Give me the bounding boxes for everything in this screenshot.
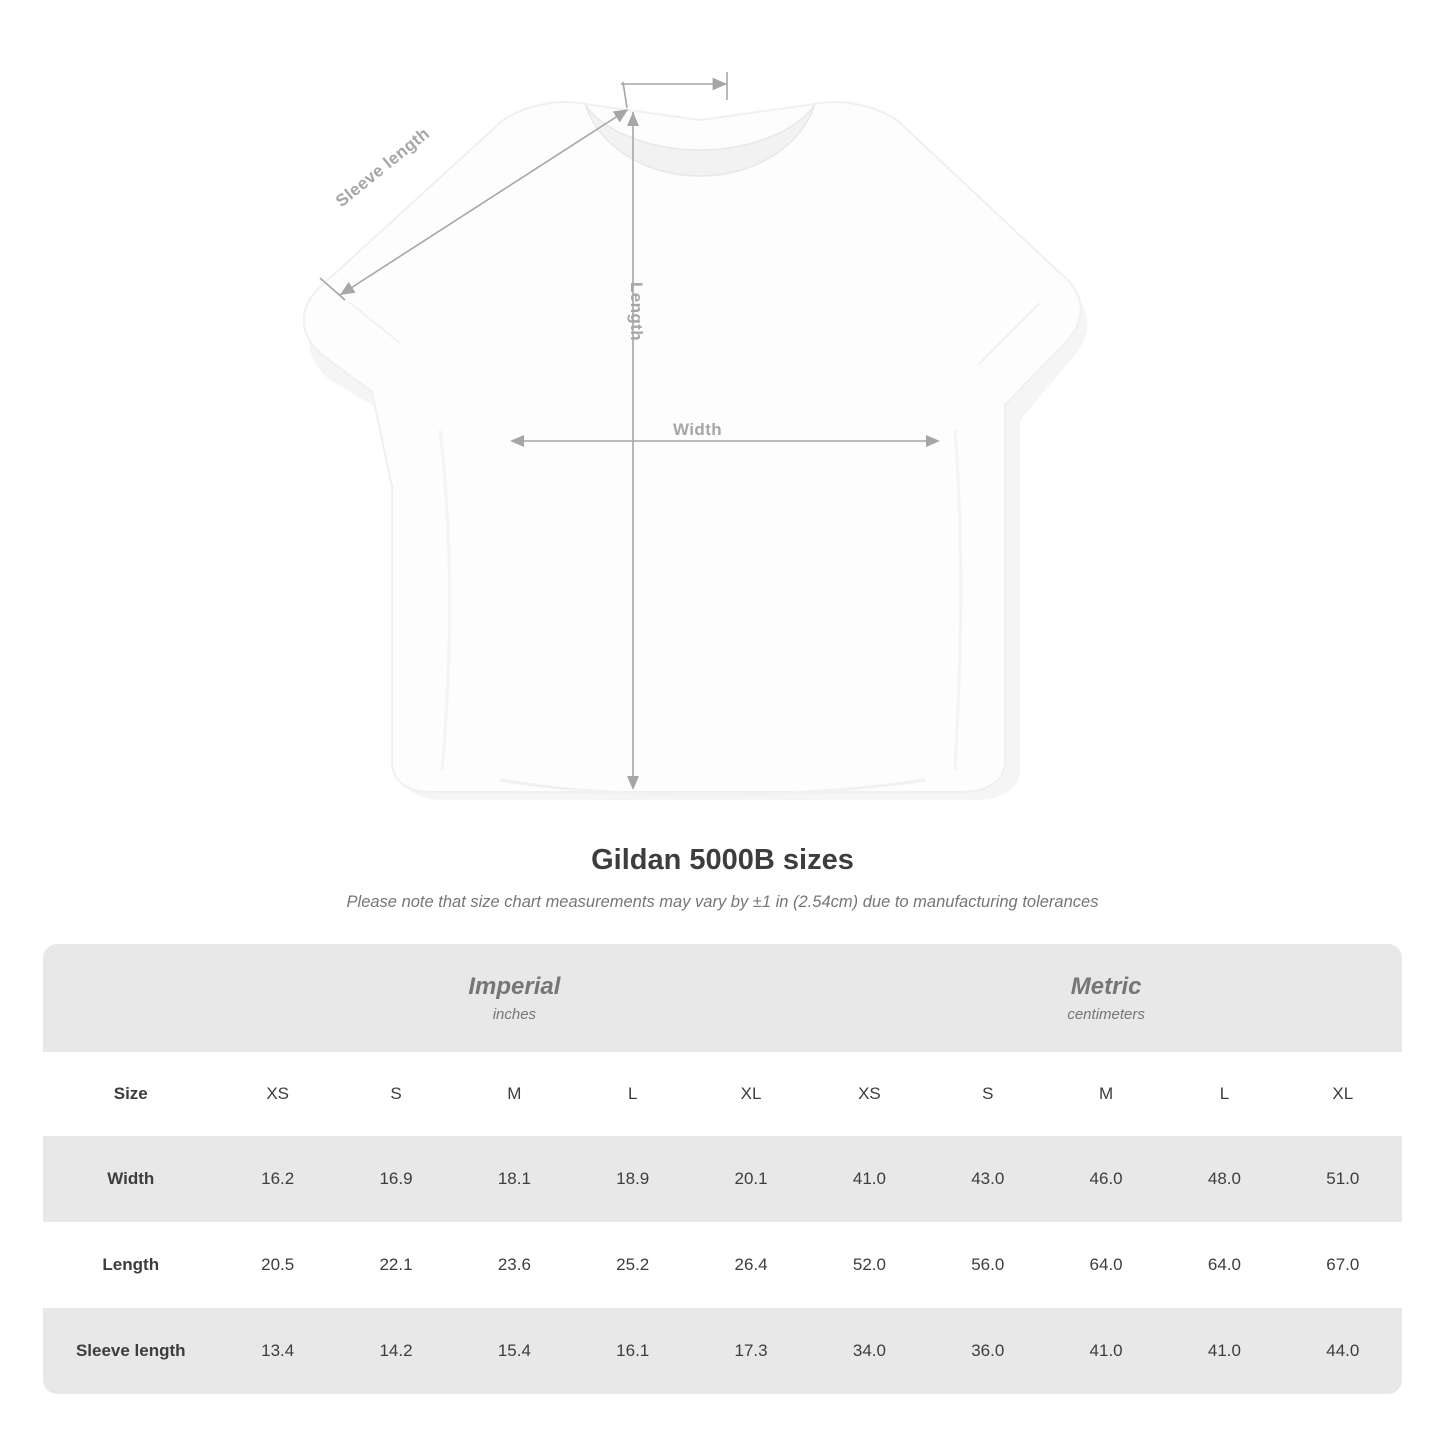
unit-header-spacer bbox=[43, 944, 219, 1052]
unit-group-metric-unit: centimeters bbox=[1067, 1006, 1145, 1024]
header-cell-metric-xs: XS bbox=[810, 1052, 928, 1136]
unit-group-imperial bbox=[219, 944, 811, 1052]
cell-width-metric-xl: 51.0 bbox=[1284, 1136, 1402, 1222]
cell-length-metric-xs: 52.0 bbox=[810, 1222, 928, 1308]
header-cell-metric-m: M bbox=[1047, 1052, 1165, 1136]
sleeve-length-label: Sleeve length bbox=[332, 123, 434, 211]
cell-sleeve-imperial-xl: 17.3 bbox=[692, 1308, 810, 1394]
cell-length-metric-l: 64.0 bbox=[1165, 1222, 1283, 1308]
cell-width-imperial-xl: 20.1 bbox=[692, 1136, 810, 1222]
table-row bbox=[43, 1308, 1402, 1394]
unit-group-imperial-unit: inches bbox=[492, 1006, 537, 1024]
header-cell-metric-xl: XL bbox=[1284, 1052, 1402, 1136]
cell-width-imperial-m: 18.1 bbox=[455, 1136, 573, 1222]
cell-length-imperial-m: 23.6 bbox=[455, 1222, 573, 1308]
cell-sleeve-metric-xl: 44.0 bbox=[1284, 1308, 1402, 1394]
header-cell-size: Size bbox=[43, 1052, 219, 1136]
header-cell-imperial-xl: XL bbox=[692, 1052, 810, 1136]
length-label: Length bbox=[627, 282, 646, 342]
header-cell-imperial-m: M bbox=[455, 1052, 573, 1136]
cell-sleeve-metric-m: 41.0 bbox=[1047, 1308, 1165, 1394]
page-title: Gildan 5000B sizes bbox=[591, 844, 854, 876]
tshirt-body bbox=[304, 102, 1081, 795]
cell-length-imperial-xl: 26.4 bbox=[692, 1222, 810, 1308]
cell-width-metric-s: 43.0 bbox=[929, 1136, 1047, 1222]
cell-width-metric-xs: 41.0 bbox=[810, 1136, 928, 1222]
cell-sleeve-imperial-l: 16.1 bbox=[574, 1308, 692, 1394]
cell-width-imperial-xs: 16.2 bbox=[219, 1136, 337, 1222]
width-label: Width bbox=[673, 420, 723, 439]
cell-width-imperial-l: 18.9 bbox=[574, 1136, 692, 1222]
unit-group-imperial-name: Imperial bbox=[468, 972, 561, 1000]
tolerance-note: Please note that size chart measurements may vary by ±1 in (2.54cm) due to manufacturing tolerances bbox=[346, 893, 1099, 911]
cell-width-metric-m: 46.0 bbox=[1047, 1136, 1165, 1222]
row-label-sleeve-length: Sleeve length bbox=[43, 1308, 219, 1394]
cell-length-metric-xl: 67.0 bbox=[1284, 1222, 1402, 1308]
size-header-row bbox=[43, 1052, 1402, 1136]
cell-length-imperial-s: 22.1 bbox=[337, 1222, 455, 1308]
size-table-wrapper bbox=[43, 944, 1402, 1394]
cell-sleeve-imperial-s: 14.2 bbox=[337, 1308, 455, 1394]
header-cell-metric-s: S bbox=[929, 1052, 1047, 1136]
size-table bbox=[43, 944, 1402, 1394]
table-row bbox=[43, 1222, 1402, 1308]
header-cell-imperial-l: L bbox=[574, 1052, 692, 1136]
header-cell-imperial-xs: XS bbox=[219, 1052, 337, 1136]
cell-sleeve-imperial-m: 15.4 bbox=[455, 1308, 573, 1394]
cell-width-metric-l: 48.0 bbox=[1165, 1136, 1283, 1222]
table-row bbox=[43, 1136, 1402, 1222]
header-cell-metric-l: L bbox=[1165, 1052, 1283, 1136]
unit-header-row bbox=[43, 944, 1402, 1052]
cell-width-imperial-s: 16.9 bbox=[337, 1136, 455, 1222]
cell-length-metric-m: 64.0 bbox=[1047, 1222, 1165, 1308]
header-cell-imperial-s: S bbox=[337, 1052, 455, 1136]
cell-length-metric-s: 56.0 bbox=[929, 1222, 1047, 1308]
cell-length-imperial-l: 25.2 bbox=[574, 1222, 692, 1308]
cell-sleeve-imperial-xs: 13.4 bbox=[219, 1308, 337, 1394]
row-label-width: Width bbox=[43, 1136, 219, 1222]
unit-group-metric bbox=[810, 944, 1402, 1052]
cell-length-imperial-xs: 20.5 bbox=[219, 1222, 337, 1308]
cell-sleeve-metric-xs: 34.0 bbox=[810, 1308, 928, 1394]
row-label-length: Length bbox=[43, 1222, 219, 1308]
cell-sleeve-metric-l: 41.0 bbox=[1165, 1308, 1283, 1394]
unit-group-metric-name: Metric bbox=[1070, 972, 1142, 1000]
cell-sleeve-metric-s: 36.0 bbox=[929, 1308, 1047, 1394]
